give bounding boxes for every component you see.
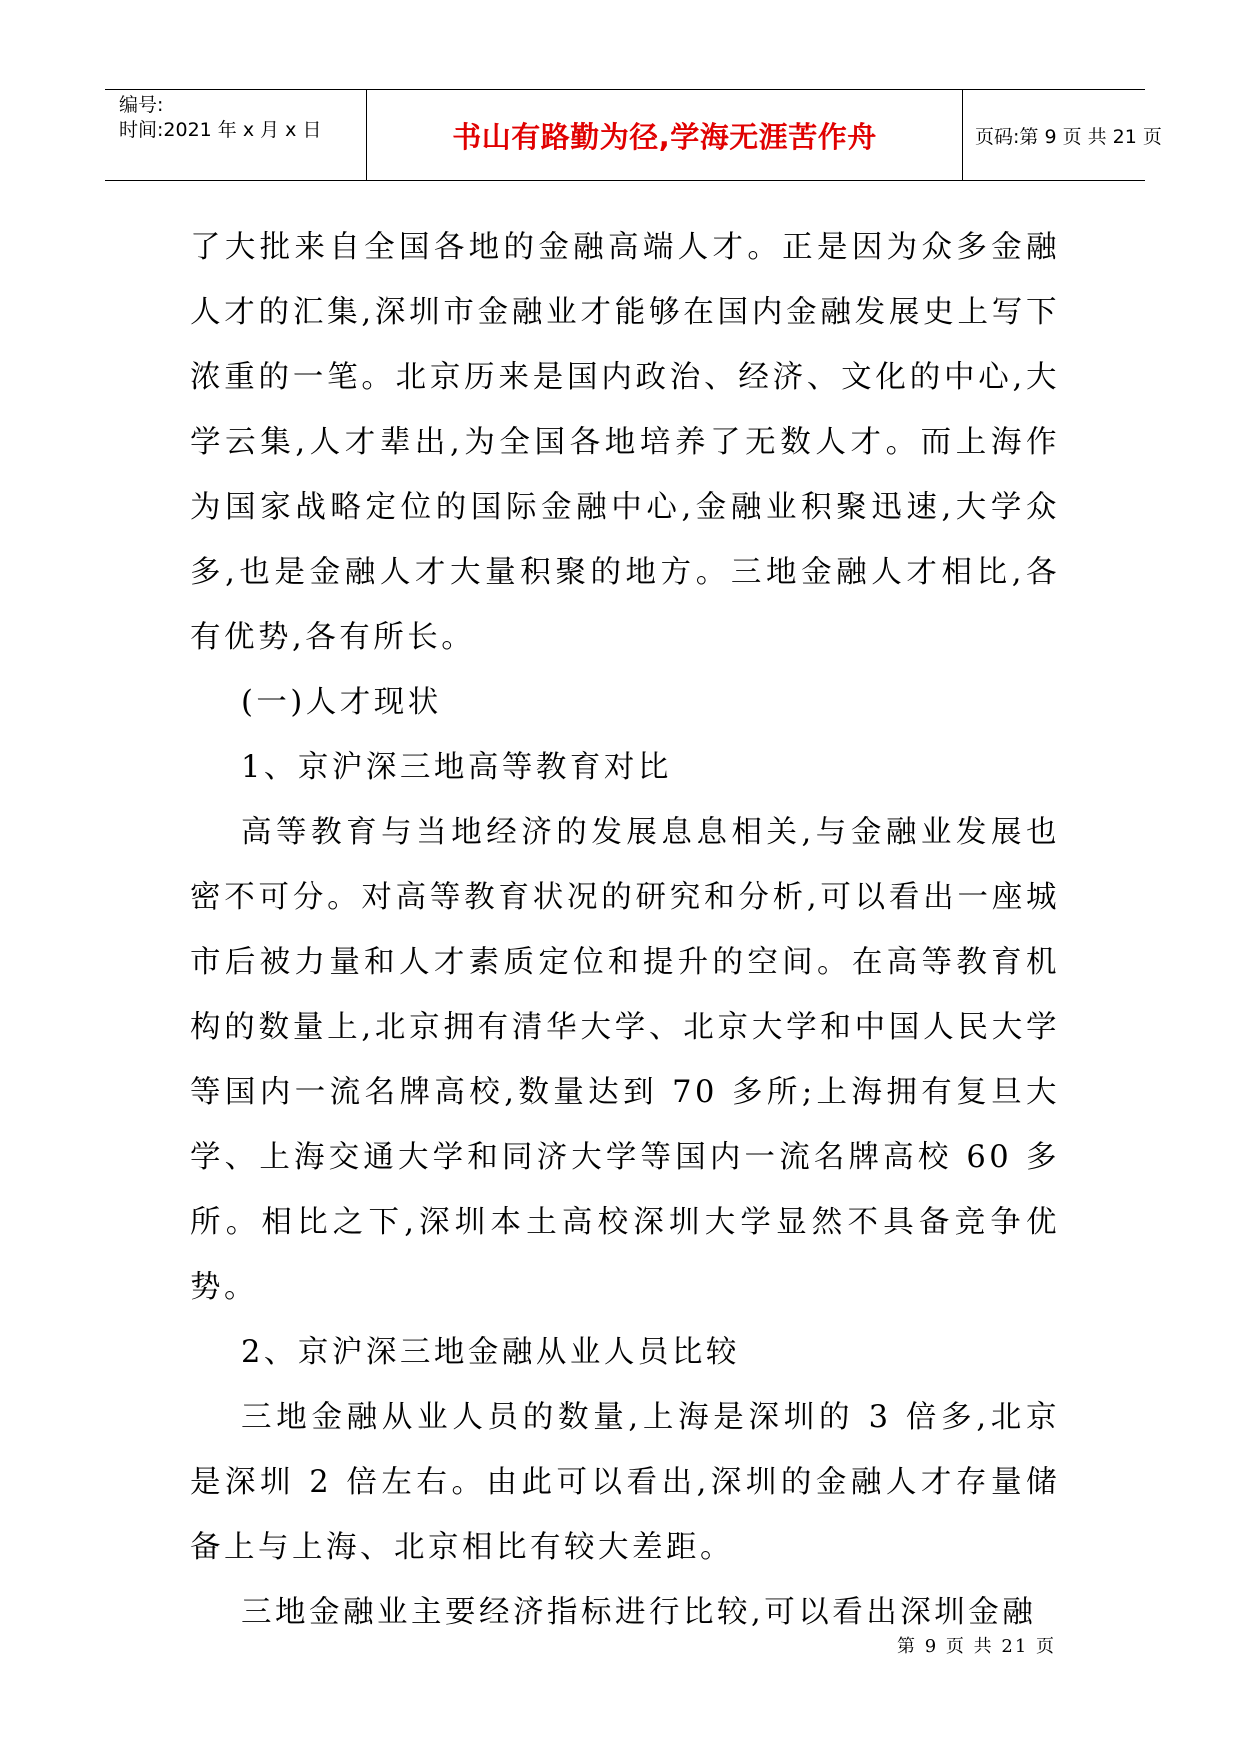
header-info bbox=[105, 90, 367, 180]
footer-page-number: 第 9 页 共 21 页 bbox=[897, 1636, 1056, 1657]
header-page-code bbox=[963, 90, 1162, 180]
document-time-label: 时间:2021 年 x 月 x 日 bbox=[119, 119, 322, 141]
header-motto-cell bbox=[367, 90, 963, 180]
document-body bbox=[190, 215, 1060, 1645]
header-motto: 书山有路勤为径,学海无涯苦作舟 bbox=[452, 119, 877, 154]
header-page-code-text: 页码:第 9 页 共 21 页 bbox=[975, 125, 1162, 148]
paragraph: 三地金融从业人员的数量,上海是深圳的 3 倍多,北京是深圳 2 倍左右。由此可以看出,深圳的金融人才存量储备上与上海、北京相比有较大差距。 bbox=[190, 1400, 1060, 1565]
document-number-label: 编号: bbox=[119, 94, 164, 116]
section-heading: (一)人才现状 bbox=[241, 685, 442, 720]
paragraph: 高等教育与当地经济的发展息息相关,与金融业发展也密不可分。对高等教育状况的研究和分析,可以看出一座城市后被力量和人才素质定位和提升的空间。在高等教育机构的数量上,北京拥有清华大学、北京大学和中国人民大学等国内一流名牌高校,数量达到 70 多所;上海拥有复旦大学、上海交通大学和同济大学等国内一流名牌高校 60 多所。相比之下,深圳本土高校深圳大学显然不具备竞争优势。 bbox=[190, 815, 1060, 1305]
subsection-heading: 1、京沪深三地高等教育对比 bbox=[241, 750, 672, 785]
paragraph: 三地金融业主要经济指标进行比较,可以看出深圳金融 bbox=[241, 1595, 1037, 1630]
paragraph-continuation: 了大批来自全国各地的金融高端人才。正是因为众多金融人才的汇集,深圳市金融业才能够在国内金融发展史上写下浓重的一笔。北京历来是国内政治、经济、文化的中心,大学云集,人才辈出,为全国各地培养了无数人才。而上海作为国家战略定位的国际金融中心,金融业积聚迅速,大学众多,也是金融人才大量积聚的地方。三地金融人才相比,各有优势,各有所长。 bbox=[190, 230, 1060, 655]
page-header bbox=[105, 89, 1162, 181]
page-footer bbox=[897, 1632, 1056, 1658]
subsection-heading: 2、京沪深三地金融从业人员比较 bbox=[241, 1335, 740, 1370]
